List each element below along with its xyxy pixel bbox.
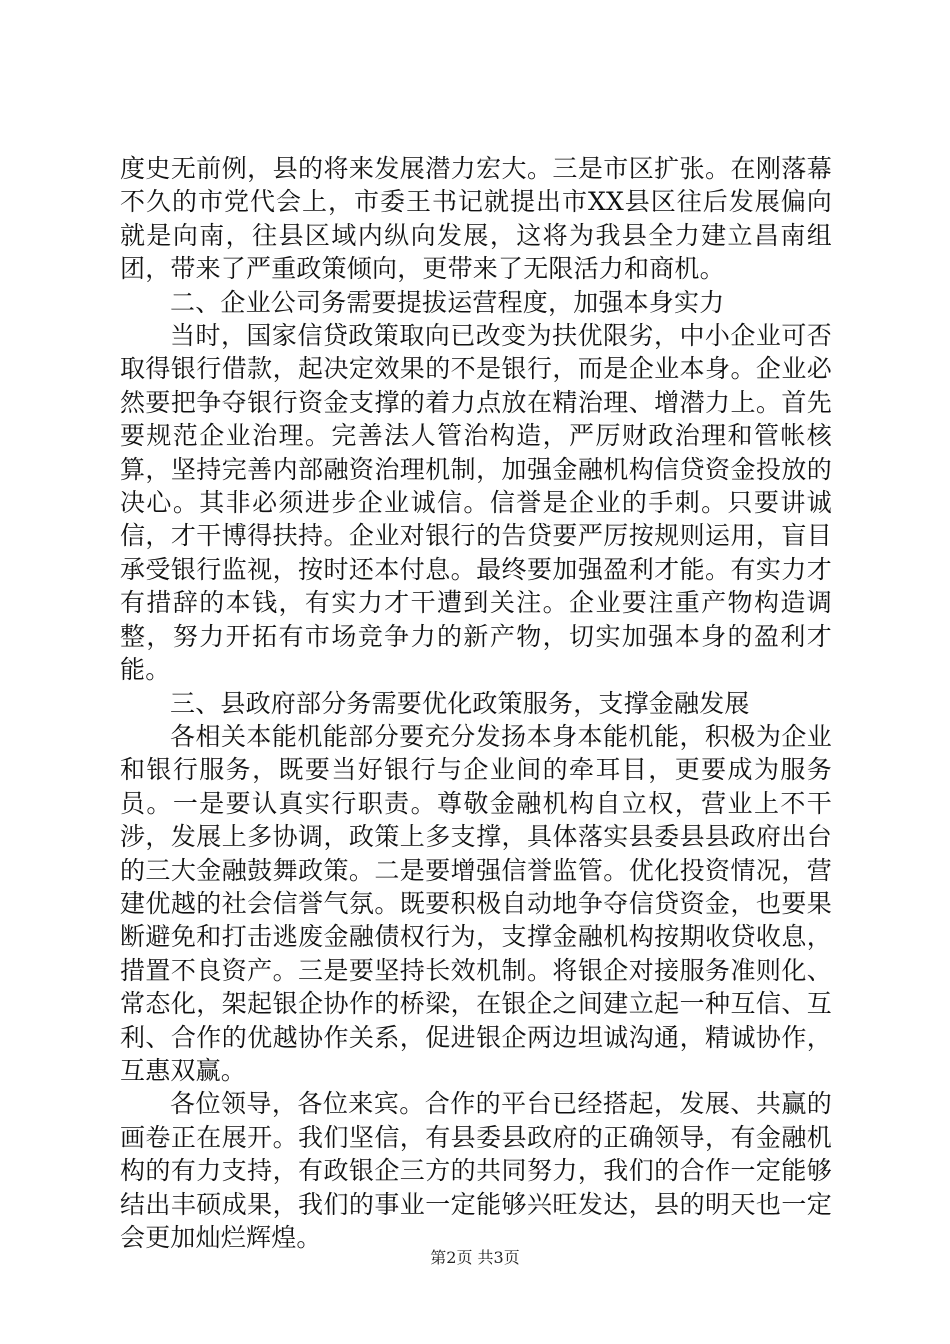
paragraph-continuation: 度史无前例，县的将来发展潜力宏大。三是市区扩张。在刚落幕不久的市党代会上，市委王书记就提出市XX县区往后发展偏向就是向南，往县区域内纵向发展，这将为我县全力建立昌南组团，带来了严重政策倾向，更带来了无限活力和商机。 [120, 154, 832, 284]
paragraph-government: 各相关本能机能部分要充分发扬本身本能机能，积极为企业和银行服务，既要当好银行与企业间的牵耳目，更要成为服务员。一是要认真实行职责。尊敬金融机构自立权，营业上不干涉，发展上多协调，政策上多支撑，具体落实县委县县政府出台的三大金融鼓舞政策。二是要增强信誉监管。优化投资情况，营建优越的社会信誉气氛。既要积极自动地争夺信贷资金，也要果断避免和打击逃废金融债权行为，支撑金融机构按期收贷收息，措置不良资产。三是要坚持长效机制。将银企对接服务准则化、常态化，架起银企协作的桥梁，在银企之间建立起一种互信、互利、合作的优越协作关系，促进银企两边坦诚沟通，精诚协作，互惠双赢。 [120, 721, 832, 1085]
section-heading-2: 二、企业公司务需要提拔运营程度，加强本身实力 [170, 287, 725, 317]
document-body [120, 152, 832, 1254]
section-heading-3: 三、县政府部分务需要优化政策服务，支撑金融发展 [170, 688, 750, 718]
paragraph-enterprise: 当时，国家信贷政策取向已改变为扶优限劣，中小企业可否取得银行借款，起决定效果的不是银行，而是企业本身。企业必然要把争夺银行资金支撑的着力点放在精治理、增潜力上。首先要规范企业治理。完善法人管治构造，严厉财政治理和管帐核算，坚持完善内部融资治理机制，加强金融机构信贷资金投放的决心。其非必须进步企业诚信。信誉是企业的手刺。只要讲诚信，才干博得扶持。企业对银行的告贷要严厉按规则运用，盲目承受银行监视，按时还本付息。最终要加强盈利才能。有实力才有措辞的本钱，有实力才干遭到关注。企业要注重产物构造调整，努力开拓有市场竞争力的新产物，切实加强本身的盈利才能。 [120, 321, 832, 685]
paragraph-closing: 各位领导，各位来宾。合作的平台已经搭起，发展、共赢的画卷正在展开。我们坚信，有县委县政府的正确领导，有金融机构的有力支持，有政银企三方的共同努力，我们的合作一定能够结出丰硕成果，我们的事业一定能够兴旺发达，县的明天也一定会更加灿烂辉煌。 [120, 1089, 832, 1252]
page-number-footer: 第2页 共3页 [430, 1248, 520, 1267]
